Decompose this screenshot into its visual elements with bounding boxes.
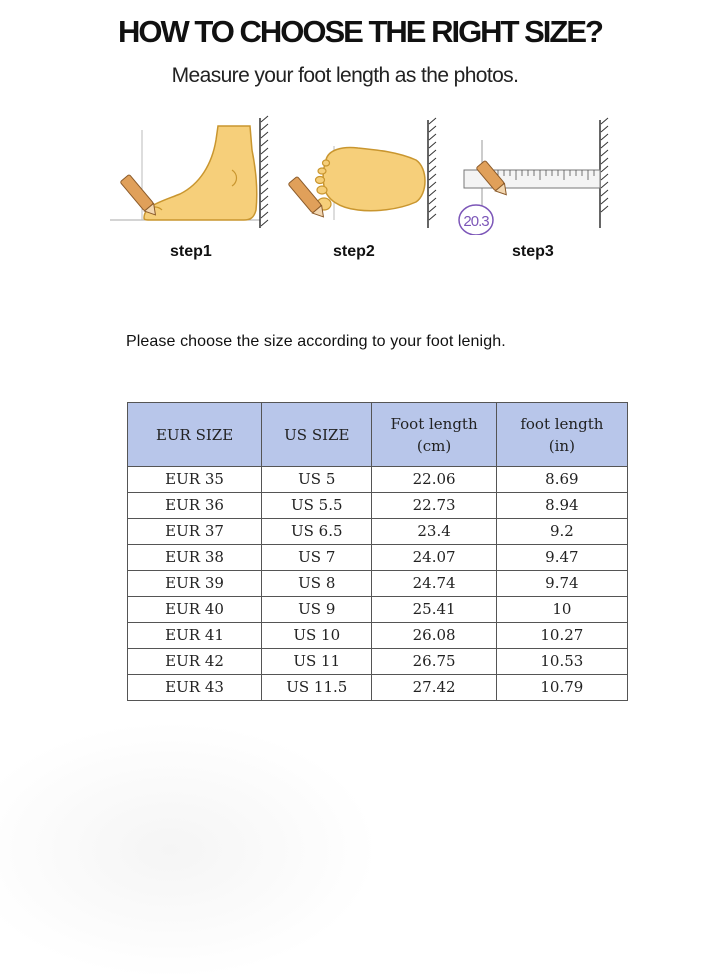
size-chart-table — [127, 402, 628, 701]
step-3-label: step3 — [512, 243, 554, 260]
ruler-measure-icon — [452, 110, 627, 235]
table-header-row — [128, 403, 628, 467]
step-2-label: step2 — [333, 243, 375, 260]
header-eur-size: EUR SIZE — [128, 403, 262, 467]
cell-cm: 26.08 — [372, 623, 496, 649]
header-cm-line2: (cm) — [416, 436, 452, 455]
cell-cm: 24.74 — [372, 571, 496, 597]
cell-in: 10.79 — [496, 675, 627, 701]
size-instruction: Please choose the size according to your foot lenigh. — [126, 333, 506, 350]
cell-eur: EUR 36 — [128, 493, 262, 519]
cell-cm: 26.75 — [372, 649, 496, 675]
header-in-line2: (in) — [548, 436, 575, 455]
header-cm-line1: Foot length — [390, 414, 478, 433]
cell-cm: 22.73 — [372, 493, 496, 519]
header-foot-length-cm — [372, 403, 496, 467]
cell-eur: EUR 42 — [128, 649, 262, 675]
cell-eur: EUR 40 — [128, 597, 262, 623]
cell-us: US 9 — [262, 597, 372, 623]
page-subtitle: Measure your foot length as the photos. — [171, 64, 519, 87]
cell-cm: 25.41 — [372, 597, 496, 623]
cell-eur: EUR 37 — [128, 519, 262, 545]
table-row — [128, 493, 628, 519]
cell-us: US 10 — [262, 623, 372, 649]
table-row — [128, 597, 628, 623]
foot-side-icon — [100, 110, 275, 235]
cell-us: US 7 — [262, 545, 372, 571]
page-title: HOW TO CHOOSE THE RIGHT SIZE? — [118, 14, 602, 49]
background-shoe-watermark — [0, 720, 380, 980]
cell-cm: 27.42 — [372, 675, 496, 701]
cell-cm: 22.06 — [372, 467, 496, 493]
measurement-steps — [0, 110, 720, 270]
cell-in: 8.69 — [496, 467, 627, 493]
cell-in: 10.27 — [496, 623, 627, 649]
cell-eur: EUR 38 — [128, 545, 262, 571]
header-us-size: US SIZE — [262, 403, 372, 467]
cell-in: 9.74 — [496, 571, 627, 597]
table-row — [128, 467, 628, 493]
cell-in: 10 — [496, 597, 627, 623]
cell-us: US 5 — [262, 467, 372, 493]
table-row — [128, 545, 628, 571]
header-foot-length-in — [496, 403, 627, 467]
cell-eur: EUR 35 — [128, 467, 262, 493]
cell-in: 9.47 — [496, 545, 627, 571]
cell-us: US 11 — [262, 649, 372, 675]
cell-eur: EUR 41 — [128, 623, 262, 649]
cell-in: 9.2 — [496, 519, 627, 545]
table-row — [128, 519, 628, 545]
cell-in: 8.94 — [496, 493, 627, 519]
step-1-label: step1 — [170, 243, 212, 260]
table-row — [128, 675, 628, 701]
cell-us: US 6.5 — [262, 519, 372, 545]
cell-us: US 5.5 — [262, 493, 372, 519]
cell-cm: 24.07 — [372, 545, 496, 571]
cell-cm: 23.4 — [372, 519, 496, 545]
cell-in: 10.53 — [496, 649, 627, 675]
ruler-reading: 20.3 — [463, 213, 489, 230]
header-in-line1: foot length — [520, 414, 604, 433]
cell-us: US 8 — [262, 571, 372, 597]
cell-us: US 11.5 — [262, 675, 372, 701]
foot-top-icon — [278, 110, 443, 235]
table-row — [128, 649, 628, 675]
cell-eur: EUR 39 — [128, 571, 262, 597]
cell-eur: EUR 43 — [128, 675, 262, 701]
table-row — [128, 571, 628, 597]
table-row — [128, 623, 628, 649]
